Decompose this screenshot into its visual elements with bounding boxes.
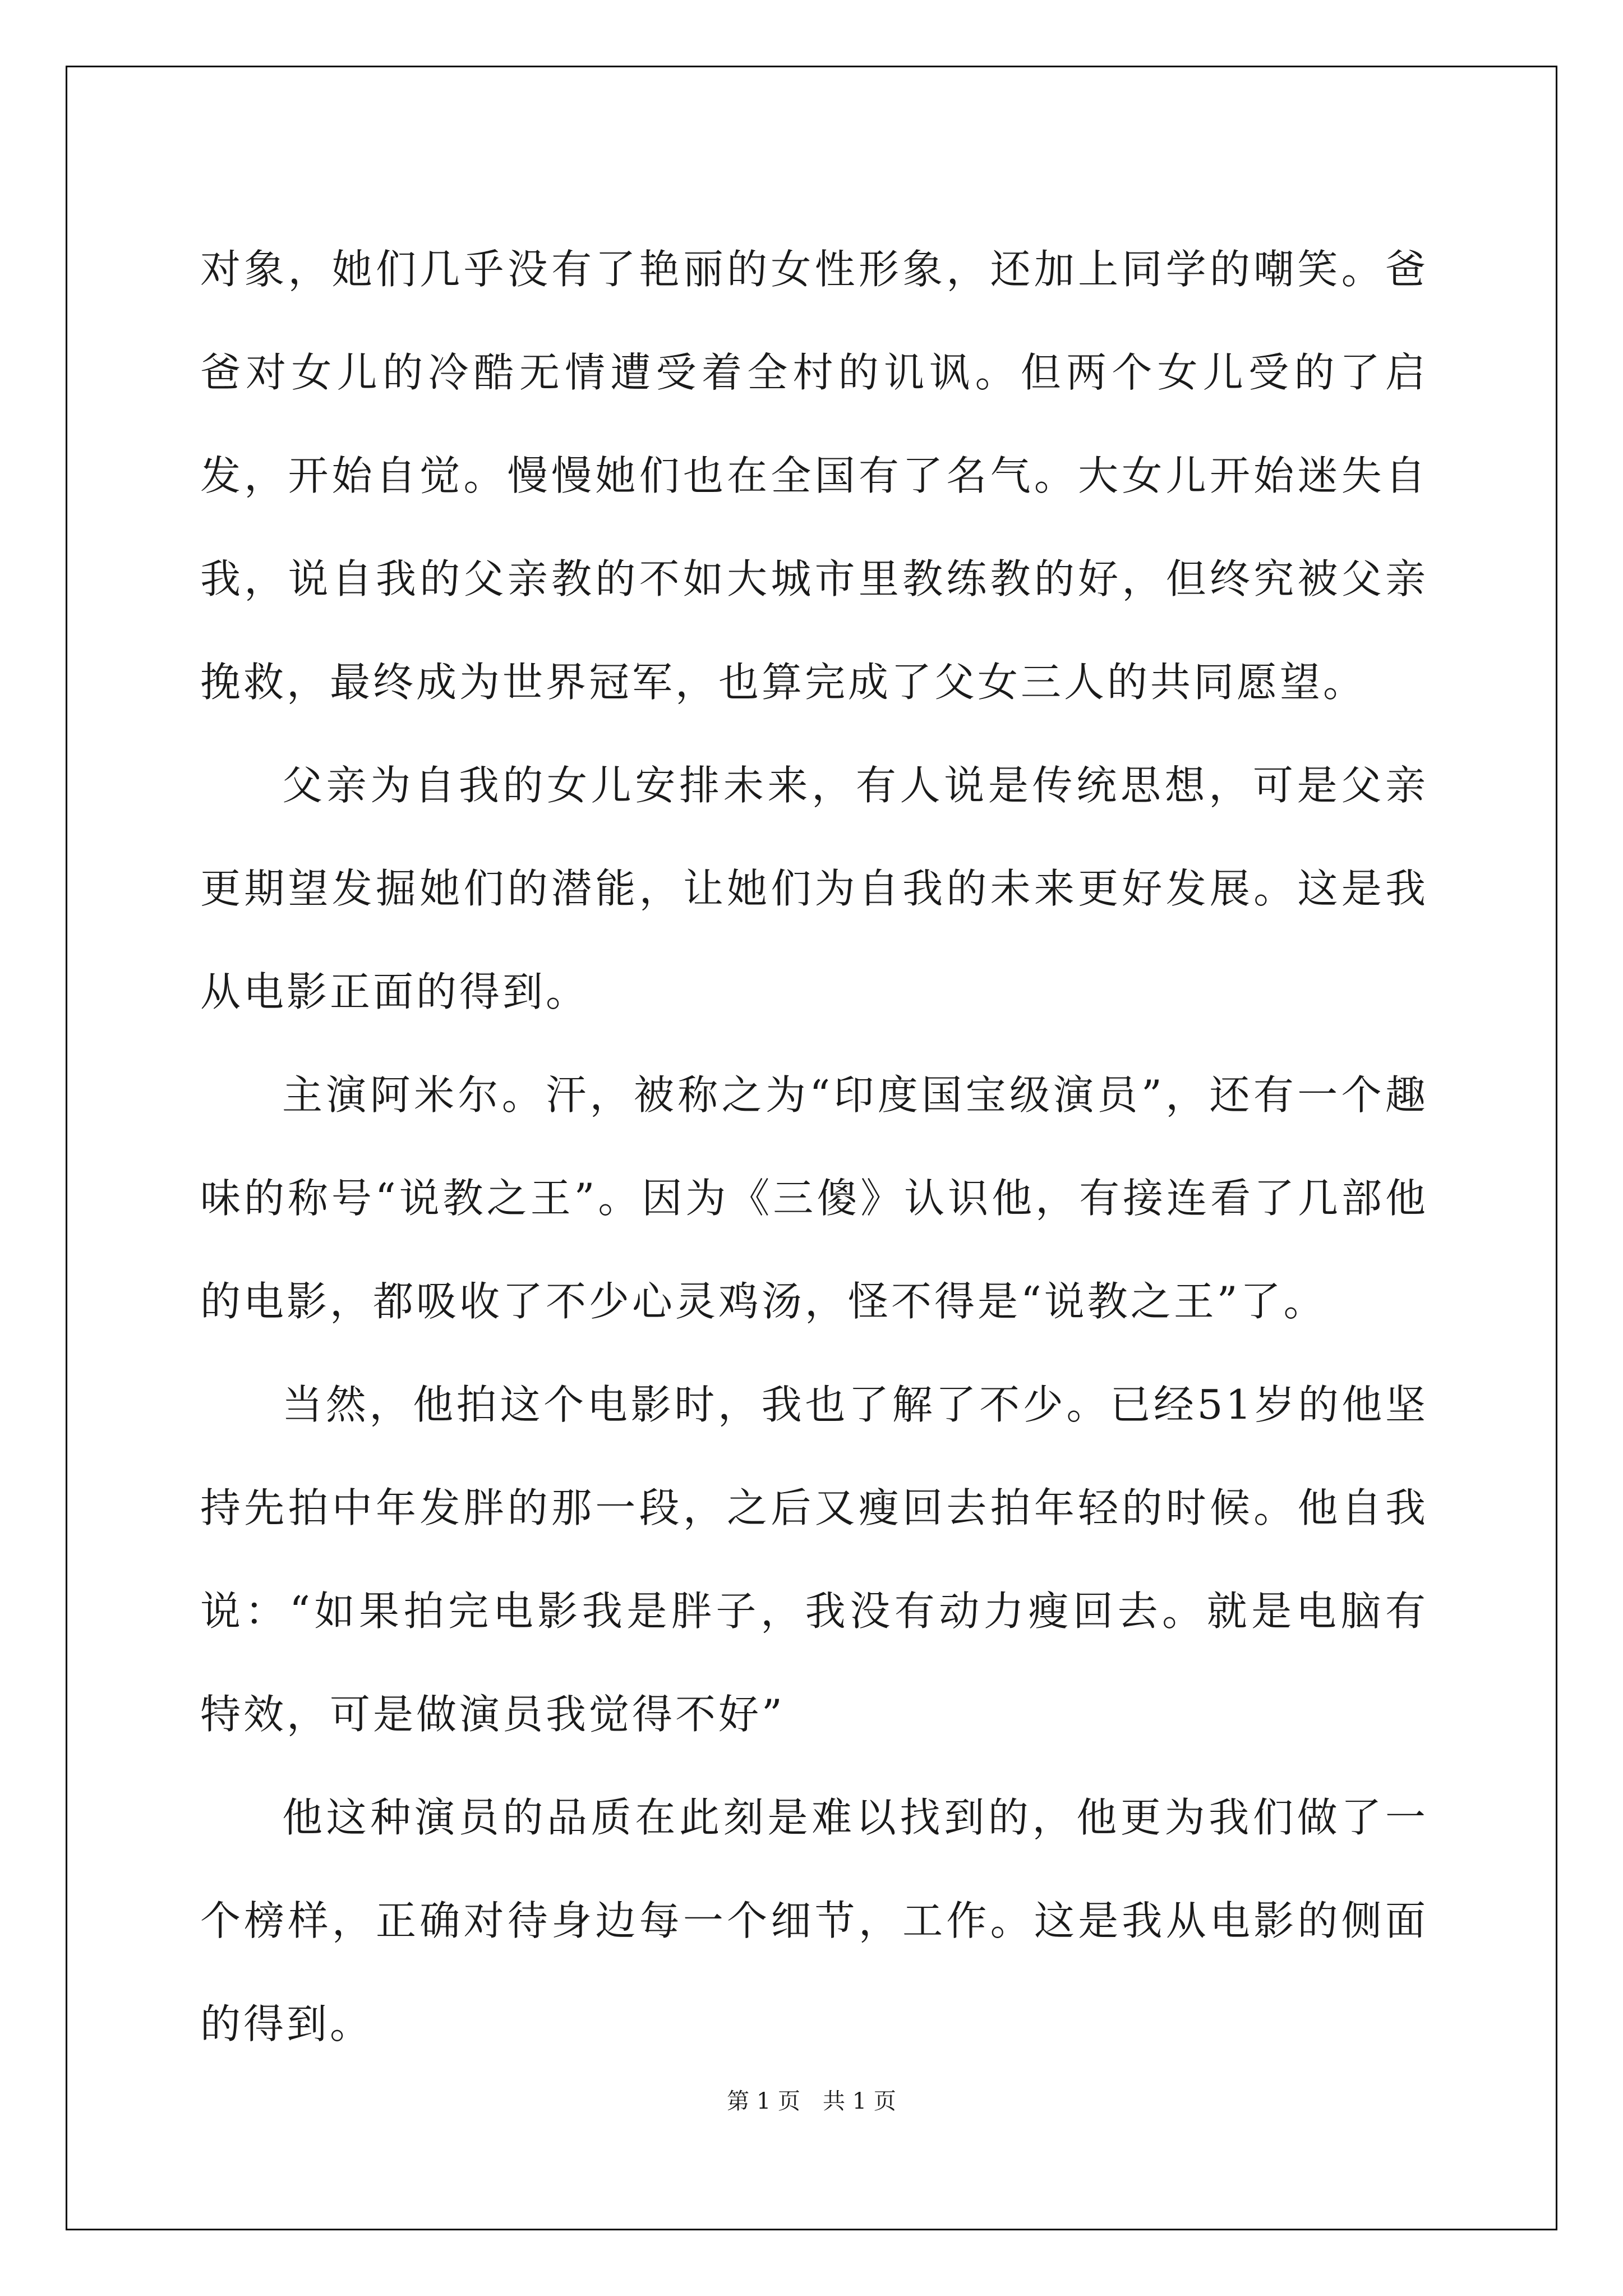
- page-footer: [0, 2088, 1623, 2115]
- page-total-label: 共 1 页: [823, 2088, 896, 2114]
- paragraph-3: 主演阿米尔。汗，被称之为“印度国宝级演员”，还有一个趣味的称号“说教之王”。因为《三傻》认识他，有接连看了几部他的电影，都吸收了不少心灵鸡汤，怪不得是“说教之王”了。: [200, 1071, 1428, 1325]
- paragraph-1: 对象，她们几乎没有了艳丽的女性形象，还加上同学的嘲笑。爸爸对女儿的冷酷无情遭受着全村的讥讽。但两个女儿受的了启发，开始自觉。慢慢她们也在全国有了名气。大女儿开始迷失自我，说自我的父亲教的不如大城市里教练教的好，但终究被父亲挽救，最终成为世界冠军，也算完成了父女三人的共同愿望。: [200, 246, 1428, 706]
- paragraph-5: 他这种演员的品质在此刻是难以找到的，他更为我们做了一个榜样，正确对待身边每一个细节，工作。这是我从电影的侧面的得到。: [200, 1794, 1428, 2047]
- paragraph-2: 父亲为自我的女儿安排未来，有人说是传统思想，可是父亲更期望发掘她们的潜能，让她们为自我的未来更好发展。这是我从电影正面的得到。: [200, 762, 1428, 1015]
- document-body: [200, 218, 1428, 2076]
- paragraph-4: 当然，他拍这个电影时，我也了解了不少。已经51岁的他坚持先拍中年发胖的那一段，之后又瘦回去拍年轻的时候。他自我说：“如果拍完电影我是胖子，我没有动力瘦回去。就是电脑有特效，可是做演员我觉得不好”: [200, 1381, 1428, 1738]
- page-number-label: 第 1 页: [727, 2088, 800, 2114]
